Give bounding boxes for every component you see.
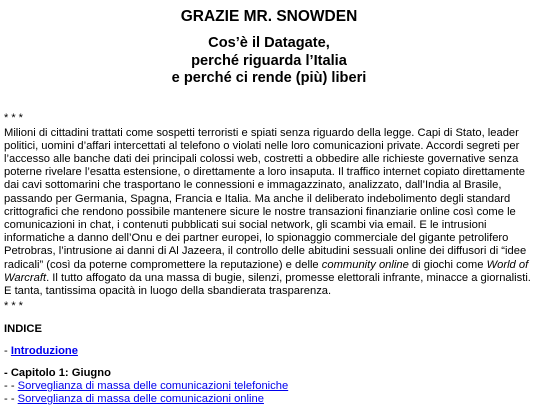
paragraph-text: . Il tutto affogato da una massa di bugie, silenzi, promesse elettorali infrante, minacce a giornalisti. E tanta, tantissima opacità in luogo della sbandierata trasparenza. <box>4 271 531 297</box>
document-title: GRAZIE MR. SNOWDEN <box>180 8 358 25</box>
document-page <box>4 0 534 405</box>
toc-prefix: - - <box>4 380 18 393</box>
index-heading: INDICE <box>4 323 42 336</box>
subtitle-line: perché riguarda l’Italia <box>191 52 347 69</box>
toc-entry <box>4 393 534 405</box>
toc-link-introduction[interactable]: Introduzione <box>10 345 78 358</box>
italic-text: community online <box>321 258 409 271</box>
subtitle-line: e perché ci rende (più) liberi <box>171 70 367 86</box>
paragraph-text: di giochi come <box>408 258 487 271</box>
toc-prefix: - <box>4 345 11 358</box>
document-subtitle <box>4 35 534 88</box>
italic-text: World of Warcraft <box>4 258 529 284</box>
toc-chapter-1 <box>4 367 534 380</box>
section-separator: * * * <box>4 111 23 124</box>
toc-prefix: - - <box>4 393 18 405</box>
toc-chapter-label: Capitolo 1: Giugno <box>10 367 111 380</box>
table-of-contents <box>4 345 534 405</box>
toc-link-online-surveillance[interactable]: Sorveglianza di massa delle comunicazioni online <box>17 393 264 405</box>
toc-prefix: - <box>4 367 11 380</box>
toc-entry-introduction <box>4 345 534 358</box>
toc-entry <box>4 380 534 393</box>
section-separator: * * * <box>4 300 23 313</box>
subtitle-line: Cos’è il Datagate, <box>208 35 330 51</box>
intro-paragraph <box>4 127 534 299</box>
toc-link-telephone-surveillance[interactable]: Sorveglianza di massa delle comunicazioni telefoniche <box>17 380 289 393</box>
paragraph-text: Milioni di cittadini trattati come sospetti terroristi e spiati senza riguardo della legge. Capi di Stato, leader politici, uomini d’affari intercettati al telefono o violati nelle loro comunicazioni private. Accordi segreti per l’accesso alle banche dati dei principali colossi web, costretti a obbedire alle richieste governative senza poterne rivelare l’esatta estensione, o direttamente a loro insaputa. Il traffico internet copiato direttamente dai cavi sottomarini che trasportano le connessioni e immagazzinato, analizzato, dall’India al Brasile, passando per Germania, Spagna, Francia e Italia. Ma anche il deliberato indebolimento degli standard crittografici che rendono possibile mantenere sicure le nostre transazioni finanziarie online così come le comunicazioni in chat, i contenuti pubblicati sui social network, gli scambi via email. E le intrusioni informatiche a danno dell’Onu e dei partner europei, lo spionaggio commerciale del gigante petrolifero Petrobras, l’intrusione ai danni di Al Jazeera, il controllo delle abitudini sessuali online dei diffusori di “idee radicali” (così da poterne compromettere la reputazione) e delle <box>4 126 527 271</box>
